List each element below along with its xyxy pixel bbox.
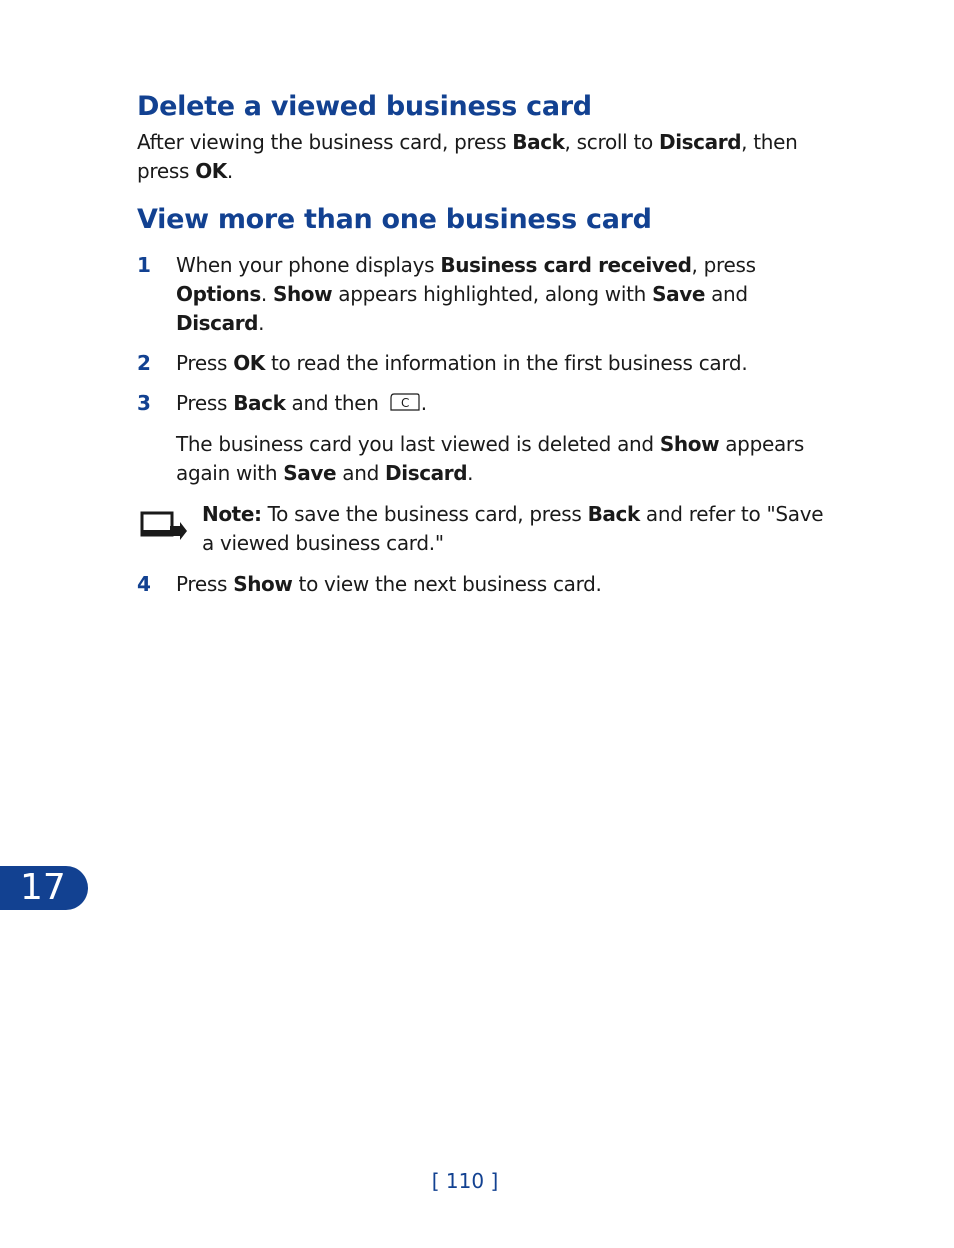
step-3-result [137,430,837,488]
page-content [137,88,837,610]
text-run: When your phone displays [176,253,441,277]
step-1 [137,251,837,338]
steps-list [137,251,837,599]
key-term-back: Back [512,130,565,154]
text-run: to read the information in the first business card. [264,351,748,375]
clear-key-icon [389,391,421,411]
text-run: . [258,311,265,335]
key-term-save: Save [652,282,706,306]
section-title-view-more: View more than one business card [137,204,652,235]
section-body-delete-card [137,128,837,186]
text-run: Press [176,572,234,596]
step-text [176,251,837,338]
section-title-delete-card: Delete a viewed business card [137,91,592,122]
text-run: The business card you last viewed is deleted and [176,432,660,456]
note-label: Note: [202,502,262,526]
text-run: and [336,461,386,485]
text-run: To save the business card, press [261,502,588,526]
text-run: appears again with [176,432,804,485]
key-term-discard: Discard [659,130,742,154]
step-number: 3 [137,391,151,415]
step-text [176,389,837,418]
note-block [137,500,837,558]
step-2 [137,349,837,378]
key-term-options: Options [176,282,261,306]
text-run: to view the next business card. [292,572,602,596]
text-run: After viewing the business card, press [137,130,513,154]
key-term-show: Show [272,282,333,306]
text-run: and then [285,391,385,415]
text-run: , scroll to [564,130,660,154]
page-number: [ 110 ] [431,1169,499,1193]
text-run: Press [176,391,234,415]
text-run: appears highlighted, along with [332,282,653,306]
text-run: and refer to "Save a viewed business card." [202,502,824,555]
text-run: , press [691,253,756,277]
chapter-tab: 17 [0,866,88,910]
key-term-ok: OK [195,159,227,183]
step-3 [137,389,837,418]
step-text [176,570,837,599]
key-term-discard: Discard [385,461,468,485]
text-run: . [467,461,474,485]
text-run: . [420,391,427,415]
text-run: . [260,282,273,306]
text-run: . [226,159,233,183]
key-term-save: Save [283,461,337,485]
key-term-show: Show [659,432,720,456]
key-term-business-card-received: Business card received [440,253,692,277]
text-run: Press [176,351,234,375]
key-term-show: Show [233,572,293,596]
text-run: , then press [137,130,798,183]
key-term-ok: OK [233,351,265,375]
step-number: 1 [137,253,151,277]
note-text [202,500,837,558]
key-term-back: Back [233,391,286,415]
step-number: 2 [137,351,151,375]
step-4 [137,570,837,599]
note-icon [140,510,188,542]
key-term-discard: Discard [176,311,259,335]
text-run: and [705,282,748,306]
step-number: 4 [137,572,151,596]
key-term-back: Back [587,502,640,526]
step-text [176,349,837,378]
clear-key-label: C [400,396,409,410]
